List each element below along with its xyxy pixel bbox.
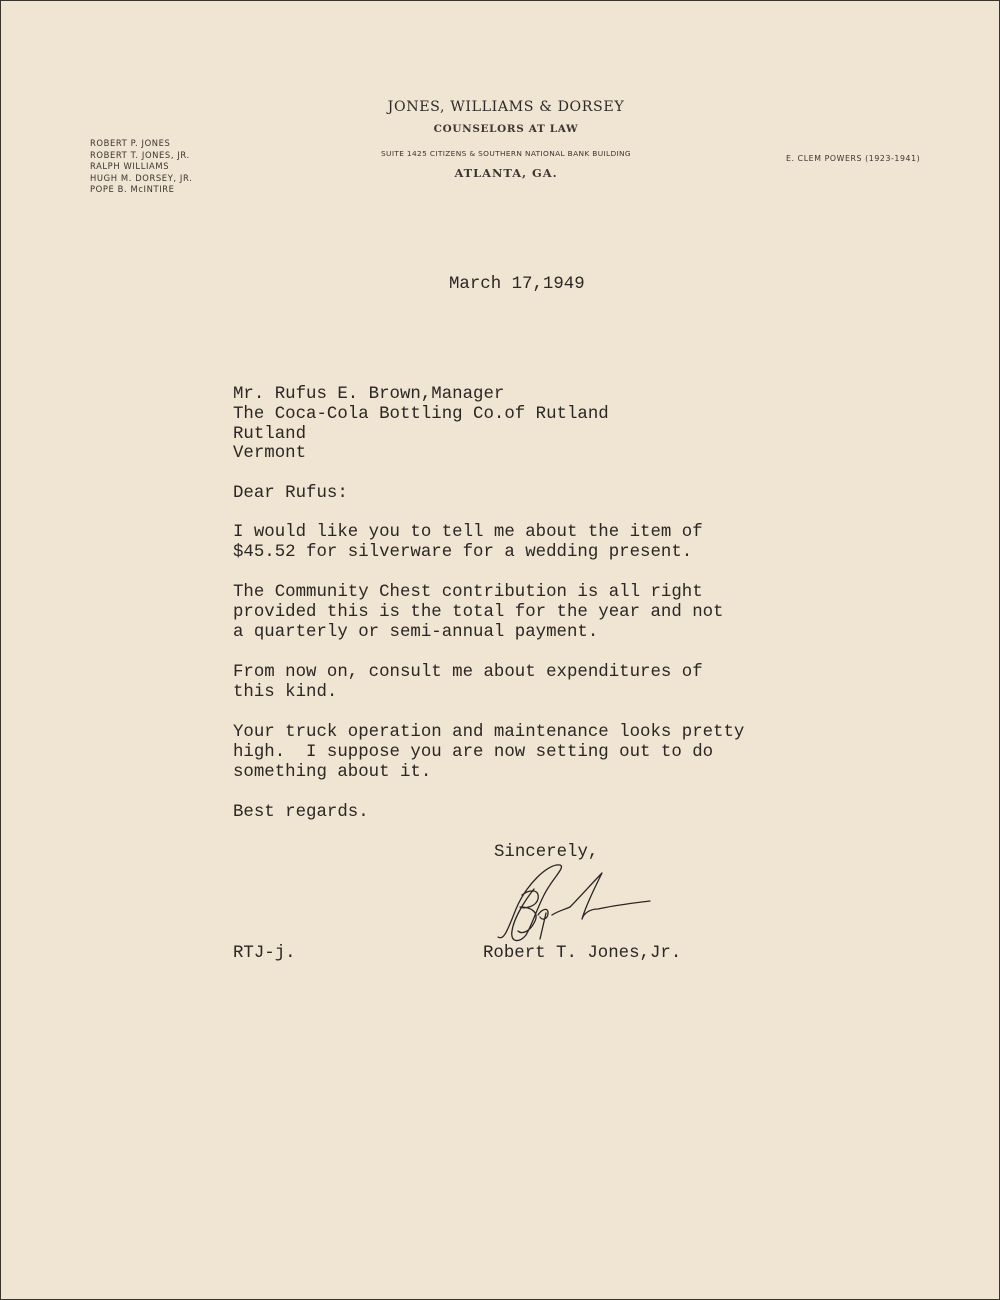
recipient-line: Rutland: [233, 425, 307, 444]
body-line: From now on, consult me about expenditures of: [233, 663, 703, 682]
letter-date: March 17,1949: [449, 275, 585, 294]
recipient-line: Vermont: [233, 444, 307, 463]
firm-tagline: COUNSELORS AT LAW: [433, 123, 579, 135]
sign-off: Sincerely,: [494, 843, 599, 862]
recipient-line: Mr. Rufus E. Brown,Manager: [233, 385, 505, 404]
firm-city: ATLANTA, GA.: [454, 166, 558, 180]
body-line: high. I suppose you are now setting out to do: [233, 743, 714, 762]
partner-name: HUGH M. DORSEY, JR.: [90, 172, 193, 183]
body-line: a quarterly or semi-annual payment.: [233, 623, 599, 642]
body-line: The Community Chest contribution is all right: [233, 583, 703, 602]
firm-name: JONES, WILLIAMS & DORSEY: [387, 99, 625, 115]
closing-line: Best regards.: [233, 803, 369, 822]
body-line: this kind.: [233, 683, 338, 702]
firm-address: SUITE 1425 CITIZENS & SOUTHERN NATIONAL BANK BUILDING: [381, 149, 631, 158]
memorial-name: E. CLEM POWERS (1923-1941): [786, 154, 921, 163]
typist-initials: RTJ-j.: [233, 944, 296, 963]
partners-list: [90, 138, 192, 196]
partner-name: POPE B. McINTIRE: [90, 184, 175, 195]
body-line: something about it.: [233, 763, 432, 782]
body-line: Your truck operation and maintenance looks pretty: [233, 723, 745, 742]
partner-name: ROBERT P. JONES: [90, 138, 171, 148]
signer-name: Robert T. Jones,Jr.: [483, 944, 682, 963]
recipient-line: The Coca-Cola Bottling Co.of Rutland: [233, 405, 609, 424]
letterhead: [341, 99, 671, 180]
body-line: I would like you to tell me about the item of: [233, 523, 703, 542]
handwritten-signature: [486, 859, 666, 949]
body-line: provided this is the total for the year and not: [233, 603, 724, 622]
salutation: Dear Rufus:: [233, 484, 348, 503]
partner-name: RALPH WILLIAMS: [90, 161, 170, 172]
body-line: $45.52 for silverware for a wedding present.: [233, 543, 693, 562]
partner-name: ROBERT T. JONES, JR.: [90, 149, 190, 160]
